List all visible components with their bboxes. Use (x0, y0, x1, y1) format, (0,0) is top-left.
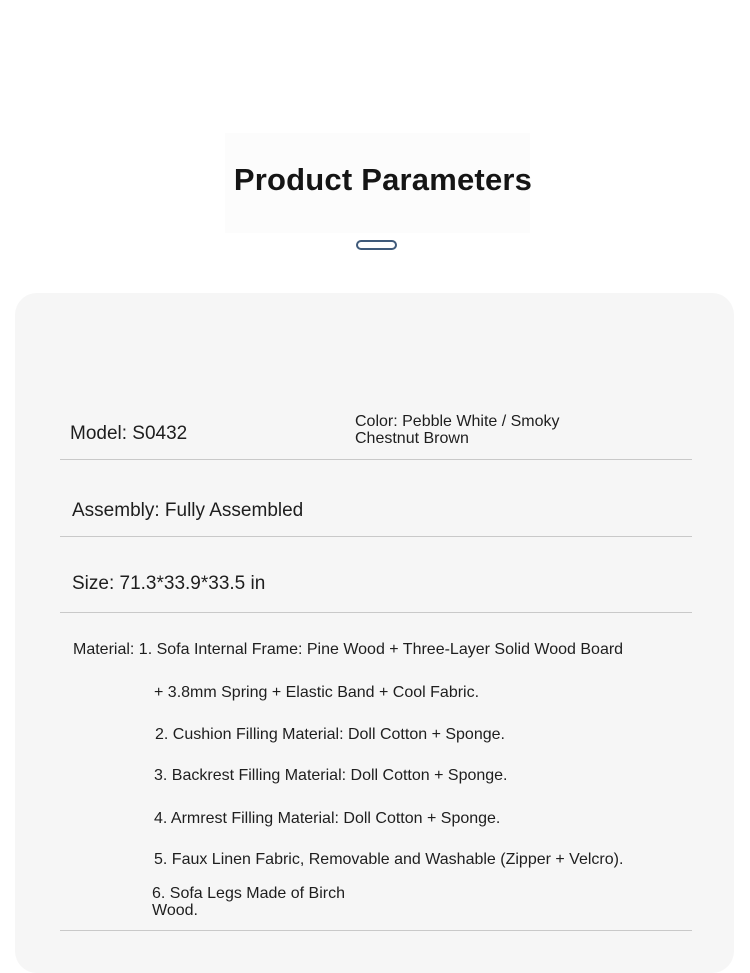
row-divider (60, 459, 692, 460)
row-divider (60, 536, 692, 537)
material-spec-item5: 5. Faux Linen Fabric, Removable and Washable (Zipper + Velcro). (154, 851, 624, 868)
material-spec-item6-line1: 6. Sofa Legs Made of Birch (152, 885, 345, 902)
material-spec-item6-line2: Wood. (152, 902, 198, 919)
material-spec-item1: Material: 1. Sofa Internal Frame: Pine Wood + Three-Layer Solid Wood Board (73, 641, 624, 658)
material-spec-item2: 2. Cushion Filling Material: Doll Cotton + Sponge. (155, 726, 505, 743)
color-spec-line2: Chestnut Brown (355, 430, 469, 447)
material-spec-item4: 4. Armrest Filling Material: Doll Cotton + Sponge. (154, 810, 501, 827)
material-spec-item3: 3. Backrest Filling Material: Doll Cotton + Sponge. (154, 767, 508, 784)
title-underline-decoration (356, 240, 397, 250)
row-divider (60, 930, 692, 931)
page-title: Product Parameters (233, 162, 533, 197)
assembly-spec: Assembly: Fully Assembled (72, 500, 304, 521)
size-spec: Size: 71.3*33.9*33.5 in (72, 573, 266, 594)
color-spec-line1: Color: Pebble White / Smoky (355, 413, 560, 430)
parameters-card (15, 293, 734, 973)
model-spec: Model: S0432 (70, 423, 188, 444)
material-spec-item1-continued: + 3.8mm Spring + Elastic Band + Cool Fabric. (154, 684, 480, 701)
row-divider (60, 612, 692, 613)
